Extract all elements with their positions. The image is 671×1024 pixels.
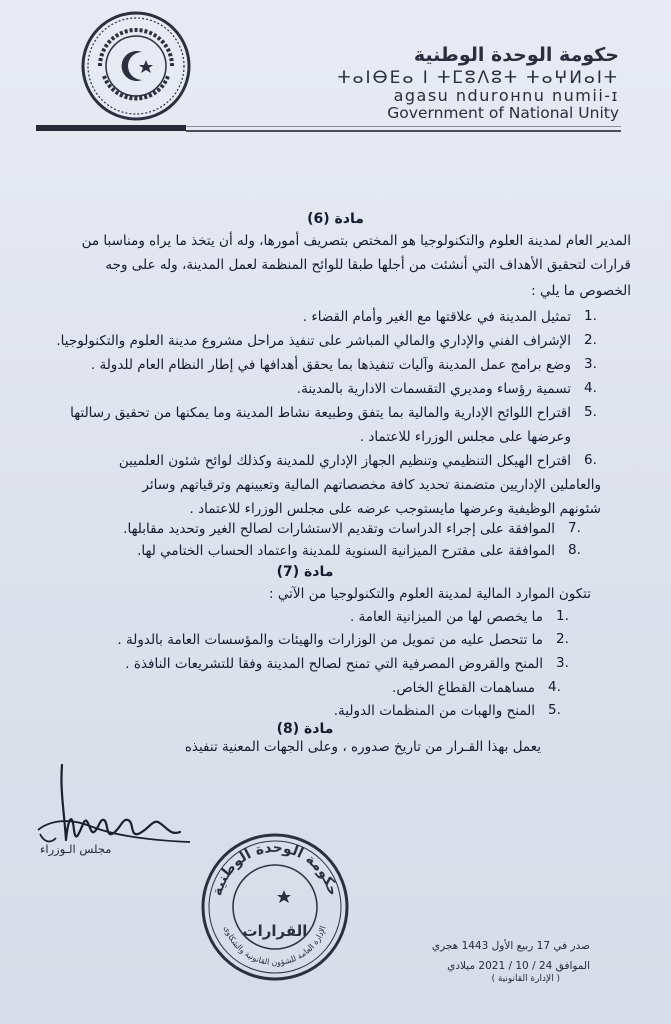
list-item-continuation: شئونهم الوظيفية وعرضها مايستوجب عرضه على مجلس الوزراء للاعتماد . xyxy=(189,501,601,517)
list-item-number: 6. xyxy=(584,452,597,468)
list-item: الإشراف الفني والإداري والمالي المباشر على تنفيذ مراحل مشروع مدينة العلوم والتكنولوجيا. xyxy=(56,333,571,349)
list-item-number: 5. xyxy=(548,702,561,718)
article-6-intro-line-2: قرارات لتحقيق الأهداف التي أنشئت من أجلها طبقا للوائح المنظمة لعمل المدينة، وله على وجه xyxy=(105,257,631,273)
article-7-heading: مادة (7) xyxy=(276,564,334,580)
seal-ring-text: حكومة الوحدة الوطنية xyxy=(209,839,341,898)
list-item: ما تتحصل عليه من تمويل من الوزارات والهيئات والمؤسسات العامة بالدولة . xyxy=(117,632,543,648)
list-item: المنح والقروض المصرفية التي تمنح لصالح المدينة وفقا للتشريعات النافذة . xyxy=(125,656,543,672)
list-item-number: 8. xyxy=(568,542,581,558)
article-6-heading: مادة (6) xyxy=(307,211,364,227)
government-latin-name: agasu ndurонnu numii-ɪ xyxy=(393,86,619,105)
government-arabic-name: حكومة الوحدة الوطنية xyxy=(413,44,619,66)
signature-caption: مجلس الـوزراء xyxy=(40,842,112,856)
list-item: اقتراح الهيكل التنظيمي وتنظيم الجهاز الإداري للمدينة وكذلك لوائح شئون العلميين xyxy=(118,453,571,469)
state-seal-logo xyxy=(80,10,192,122)
list-item: مساهمات القطاع الخاص. xyxy=(392,680,535,696)
article-6-intro-line-3: الخصوص ما يلي : xyxy=(531,283,631,299)
svg-text:حكومة الوحدة الوطنية xyxy=(209,840,340,898)
article-8-text: يعمل بهذا القـرار من تاريخ صدوره ، وعلى الجهات المعنية تنفيذه xyxy=(184,739,541,755)
list-item-number: 3. xyxy=(556,655,569,671)
list-item-number: 1. xyxy=(584,308,597,324)
list-item-number: 4. xyxy=(584,380,597,396)
government-english-name: Government of National Unity xyxy=(387,104,619,122)
list-item-number: 1. xyxy=(556,608,569,624)
list-item-continuation: وعرضها على مجلس الوزراء للاعتماد . xyxy=(359,429,571,445)
list-item: الموافقة على إجراء الدراسات وتقديم الاستشارات لصالح الغير وتحديد مقابلها. xyxy=(123,521,555,537)
list-item-number: 3. xyxy=(584,356,597,372)
seal-center-text: القرارات xyxy=(242,922,308,940)
issuing-department: ( الإدارة القانونية ) xyxy=(491,974,560,984)
list-item: الموافقة على مقترح الميزانية السنوية للمدينة واعتماد الحساب الختامي لها. xyxy=(137,543,555,559)
article-7-intro: تتكون الموارد المالية لمدينة العلوم والتكنولوجيا من الآتي : xyxy=(269,586,591,602)
list-item: وضع برامج عمل المدينة وآليات تنفيذها بما يحقق أهدافها في إطار النظام العام للدولة . xyxy=(90,357,571,373)
list-item-number: 7. xyxy=(568,520,581,536)
header-divider xyxy=(36,125,621,133)
list-item-number: 4. xyxy=(548,679,561,695)
list-item-number: 2. xyxy=(584,332,597,348)
list-item: المنح والهبات من المنظمات الدولية. xyxy=(333,703,535,719)
list-item-number: 5. xyxy=(584,404,597,420)
seal-bottom-text: الإدارة العامة للشؤون القانونية والشكاوى xyxy=(222,924,328,968)
issue-date-stamp xyxy=(400,930,590,990)
list-item: اقتراح اللوائح الإدارية والمالية بما يتفق وطبيعة نشاط المدينة وما يمكنها من تحقيق رسالتها xyxy=(70,405,571,421)
article-8-heading: مادة (8) xyxy=(276,721,334,737)
article-6-intro-line-1: المدير العام لمدينة العلوم والتكنولوجيا هو المختص بتصريف أمورها، وله أن يتخذ ما يراه ومناسبا من xyxy=(81,233,631,249)
issue-date-hijri: صدر في 17 ربيع الأول 1443 هجري xyxy=(431,940,590,952)
issue-date-gregorian: الموافق 24 / 10 / 2021 ميلادي xyxy=(447,960,590,972)
list-item: ما يخصص لها من الميزانية العامة . xyxy=(349,609,543,625)
government-tifinagh-name: ⵜⴰⵏⴱⴹⴰ ⵏ ⵜⵎⵓⴷⵓⵜ ⵜⴰⵖⵍⴰⵏⵜ xyxy=(337,68,619,88)
list-item: تمثيل المدينة في علاقتها مع الغير وأمام القضاء . xyxy=(302,309,571,325)
list-item-continuation: والعاملين الإداريين متضمنة تحديد كافة مخصصاتهم المالية وتعيينهم وترقياتهم وسائر xyxy=(142,477,601,493)
list-item-number: 2. xyxy=(556,631,569,647)
list-item: تسمية رؤساء ومديري التقسمات الادارية بالمدينة. xyxy=(296,381,571,397)
